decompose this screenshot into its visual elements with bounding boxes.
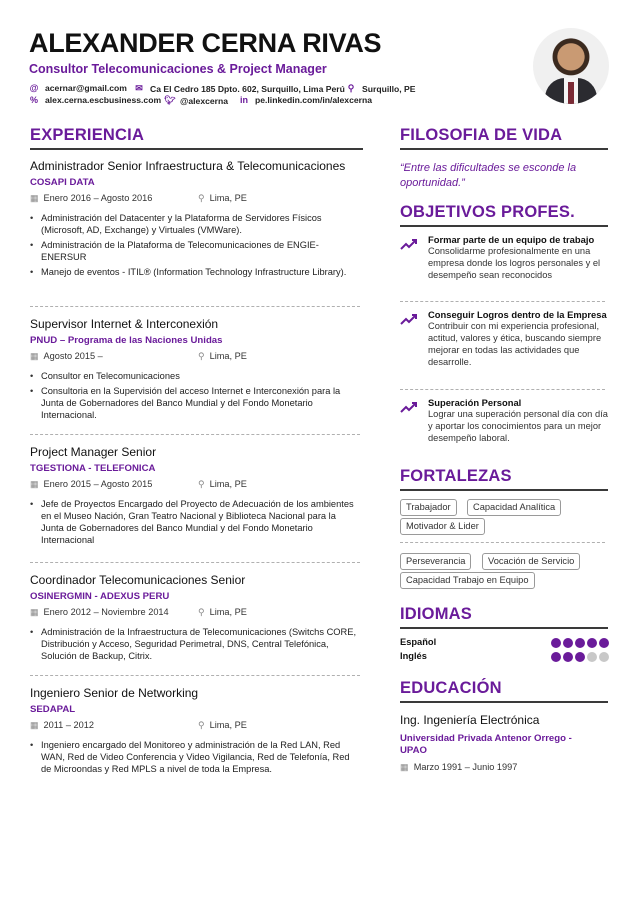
calendar-icon: ▦ — [30, 351, 39, 361]
divider — [400, 542, 605, 543]
contact-website[interactable] — [29, 95, 161, 105]
website-text: alex.cerna.escbusiness.com — [45, 95, 162, 105]
objective-title: Formar parte de un equipo de trabajo — [428, 234, 595, 245]
divider — [30, 434, 360, 435]
city-text: Surquillo, PE — [362, 83, 416, 94]
job-bullet: • Jefe de Proyectos Encargado del Proyecto de Adecuación de los ambientes en el Museo Nación, Gran Teatro Nacional y Biblioteca Nacional para la Junta de Gobernadores del Banco Mundial y del Fondo Monetario Internacional — [30, 498, 360, 546]
job-bullets — [30, 370, 360, 421]
language-name: Inglés — [400, 651, 427, 661]
divider — [30, 562, 360, 563]
trending-up-icon — [400, 312, 418, 326]
objective-text: Lograr una superación personal día con día y aportar los conocimientos para un mejor desempeño laboral. — [428, 409, 608, 443]
level-dot-filled — [563, 652, 573, 662]
map-pin-icon: ⚲ — [198, 479, 205, 489]
job-company: PNUD – Programa de las Naciones Unidas — [30, 335, 223, 346]
contact-linkedin[interactable] — [239, 95, 372, 105]
objective-text: Contribuir con mi experiencia profesional, actitud, valores y ética, buscando siempre mejorar en todas las actividades que desarrolle. — [428, 321, 602, 367]
level-dot-filled — [575, 638, 585, 648]
job-location — [198, 193, 247, 204]
language-level — [551, 652, 611, 662]
contact-twitter[interactable] — [164, 95, 228, 106]
job-title: Project Manager Senior — [30, 445, 157, 459]
level-dot-empty — [599, 652, 609, 662]
job-location-text: Lima, PE — [209, 720, 247, 730]
address-text: Ca El Cedro 185 Dpto. 602, Surquillo, Lima Perú — [150, 83, 345, 94]
strength-tag: Capacidad Trabajo en Equipo — [400, 572, 535, 589]
job-bullet: • Manejo de eventos - ITIL® (Information Technology Infrastructure Library). — [30, 266, 360, 278]
languages-rule — [400, 627, 608, 629]
job-meta — [30, 479, 360, 493]
candidate-title: Consultor Telecomunicaciones & Project Manager — [29, 62, 327, 76]
contact-city — [346, 83, 415, 94]
at-icon: @ — [29, 83, 39, 93]
strength-tag: Perseverancia — [400, 553, 471, 570]
objective-title: Conseguir Logros dentro de la Empresa — [428, 309, 607, 320]
experience-rule — [30, 148, 363, 150]
job-title: Administrador Senior Infraestructura & Telecomunicaciones — [30, 159, 346, 173]
job-bullet: • Consultoria en la Supervisión del acceso Internet e Interconexión para la Junta de Gobernadores del Banco Mundial y del Fondo Monetario Internacional. — [30, 385, 360, 421]
map-pin-icon: ⚲ — [198, 351, 205, 361]
job-bullet: • Ingeniero encargado del Monitoreo y administración de la Red LAN, Red WAN, Red de Video Conferencia y Video Vigilancia, Red de Telefonía, Red de Microondas y Red MPLS a nivel de toda la Empresa. — [30, 739, 360, 775]
job-meta — [30, 351, 360, 365]
objectives-rule — [400, 225, 608, 227]
calendar-icon: ▦ — [30, 607, 39, 617]
divider — [30, 306, 360, 307]
calendar-icon: ▦ — [30, 193, 39, 203]
twitter-icon: 🐦︎ — [164, 95, 176, 105]
experience-heading: EXPERIENCIA — [30, 126, 145, 144]
level-dot-filled — [551, 652, 561, 662]
calendar-icon: ▦ — [400, 762, 409, 772]
philosophy-quote: “Entre las dificultades se esconde la oportunidad.” — [400, 162, 577, 189]
job-item — [30, 445, 360, 549]
job-company: OSINERGMIN - ADEXUS PERU — [30, 591, 170, 602]
job-location-text: Lima, PE — [209, 479, 247, 489]
twitter-text: @alexcerna — [180, 95, 229, 106]
job-meta — [30, 607, 360, 621]
job-item — [30, 159, 360, 281]
level-dot-filled — [599, 638, 609, 648]
language-level — [551, 638, 611, 648]
job-dates-text: Enero 2016 – Agosto 2016 — [43, 193, 153, 203]
philosophy-rule — [400, 148, 608, 150]
job-location — [198, 720, 247, 731]
job-location-text: Lima, PE — [209, 607, 247, 617]
job-location-text: Lima, PE — [209, 351, 247, 361]
contact-email[interactable] — [29, 83, 127, 93]
job-company: TGESTIONA - TELEFONICA — [30, 463, 156, 474]
job-company: SEDAPAL — [30, 704, 76, 715]
level-dot-filled — [587, 638, 597, 648]
job-dates-text: 2011 – 2012 — [43, 720, 94, 730]
envelope-icon: ✉ — [135, 83, 143, 93]
education-dates-text: Marzo 1991 – Junio 1997 — [413, 762, 518, 772]
calendar-icon: ▦ — [30, 720, 39, 730]
job-bullets — [30, 626, 360, 662]
job-dates-text: Agosto 2015 – — [43, 351, 103, 361]
linkedin-icon: in — [240, 95, 248, 105]
objective-item — [400, 309, 610, 368]
philosophy-heading: FILOSOFIA DE VIDA — [400, 126, 563, 144]
objective-item — [400, 234, 610, 281]
job-title: Ingeniero Senior de Networking — [30, 686, 199, 700]
job-title: Coordinador Telecomunicaciones Senior — [30, 573, 246, 587]
job-dates-text: Enero 2015 – Agosto 2015 — [43, 479, 153, 489]
job-bullets — [30, 498, 360, 546]
job-dates-text: Enero 2012 – Noviembre 2014 — [43, 607, 169, 617]
strength-tag: Trabajador — [400, 499, 457, 516]
map-pin-icon: ⚲ — [198, 193, 205, 203]
photo-tie — [568, 82, 574, 104]
divider — [400, 301, 605, 302]
job-item — [30, 317, 360, 424]
job-location — [198, 607, 247, 618]
map-pin-icon: ⚲ — [198, 607, 205, 617]
strength-tag: Vocación de Servicio — [482, 553, 580, 570]
education-degree: Ing. Ingeniería Electrónica — [400, 713, 540, 727]
level-dot-filled — [563, 638, 573, 648]
email-text: acernar@gmail.com — [45, 83, 127, 93]
link-icon: % — [29, 95, 38, 105]
profile-photo — [533, 28, 609, 104]
candidate-name: ALEXANDER CERNA RIVAS — [29, 28, 382, 58]
level-dot-filled — [575, 652, 585, 662]
level-dot-empty — [587, 652, 597, 662]
job-dates — [30, 607, 169, 618]
job-bullet: • Administración de la Infraestructura de Telecomunicaciones (Switchs CORE, Distribución y Acceso, Seguridad Perimetral, DNS, Central Telefónica, Solución de Backup, Citrix. — [30, 626, 360, 662]
education-dates — [400, 762, 517, 773]
job-bullet: • Consultor en Telecomunicaciones — [30, 370, 360, 382]
map-pin-icon: ⚲ — [198, 720, 205, 730]
education-heading: EDUCACIÓN — [400, 679, 502, 697]
job-bullets — [30, 739, 360, 775]
languages-heading: IDIOMAS — [400, 605, 472, 623]
calendar-icon: ▦ — [30, 479, 39, 489]
strengths-heading: FORTALEZAS — [400, 467, 512, 485]
strength-tag: Motivador & Lider — [400, 518, 485, 535]
strengths-rule — [400, 489, 608, 491]
linkedin-text: pe.linkedin.com/in/alexcerna — [255, 95, 373, 105]
job-dates — [30, 479, 152, 490]
strength-tag: Capacidad Analítica — [467, 499, 561, 516]
job-dates — [30, 720, 94, 731]
job-location — [198, 479, 247, 490]
job-meta — [30, 193, 360, 207]
job-item — [30, 686, 360, 778]
objective-title: Superación Personal — [428, 397, 522, 408]
job-company: COSAPI DATA — [30, 177, 95, 188]
job-location — [198, 351, 247, 362]
education-school: Universidad Privada Antenor Orrego - UPAO — [400, 733, 572, 756]
trending-up-icon — [400, 400, 418, 414]
divider — [30, 675, 360, 676]
job-dates — [30, 193, 152, 204]
job-bullet: • Administración del Datacenter y la Plataforma de Servidores Físicos (Microsoft, AD, Exchange) y Virtuales (VMWare). — [30, 212, 360, 236]
job-dates — [30, 351, 103, 362]
language-name: Español — [400, 637, 437, 647]
trending-up-icon — [400, 237, 418, 251]
job-title: Supervisor Internet & Interconexión — [30, 317, 219, 331]
objective-text: Consolidarme profesionalmente en una empresa donde los logros personales y el desempeño sean reconocidos — [428, 246, 601, 280]
map-pin-icon: ⚲ — [347, 83, 355, 93]
objective-item — [400, 397, 610, 444]
divider — [400, 389, 605, 390]
job-item — [30, 573, 360, 665]
contact-address — [134, 83, 345, 94]
level-dot-filled — [551, 638, 561, 648]
job-location-text: Lima, PE — [209, 193, 247, 203]
job-bullet: • Administración de la Plataforma de Telecomunicaciones de ENGIE-ENERSUR — [30, 239, 360, 263]
objectives-heading: OBJETIVOS PROFES. — [400, 203, 575, 221]
education-rule — [400, 701, 608, 703]
job-bullets — [30, 212, 360, 278]
job-meta — [30, 720, 360, 734]
